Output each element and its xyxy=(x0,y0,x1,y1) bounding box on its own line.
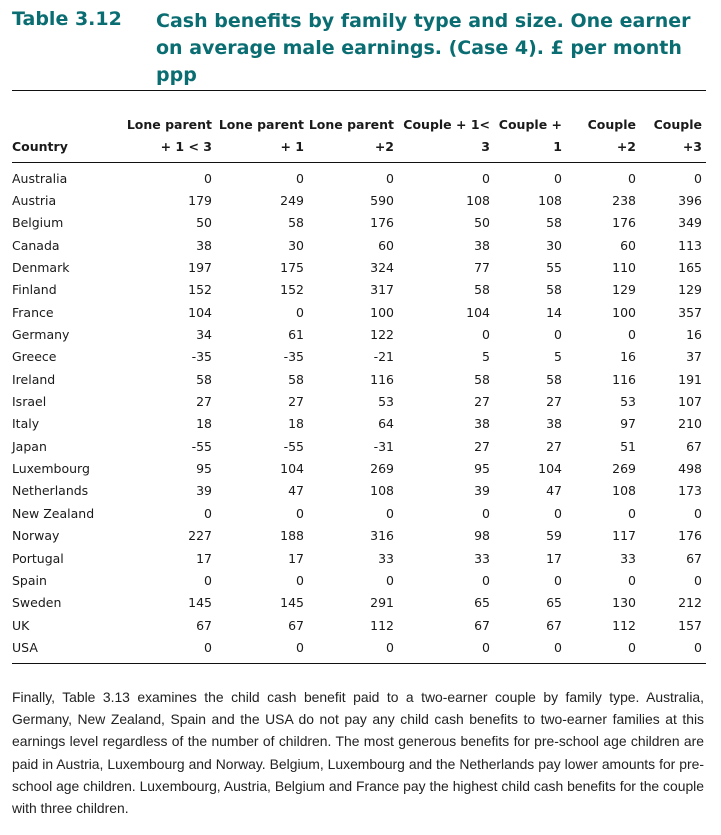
value-cell: 176 xyxy=(370,215,394,231)
value-cell: 249 xyxy=(280,193,304,209)
value-cell: 110 xyxy=(612,260,636,276)
value-cell: 50 xyxy=(196,215,212,231)
value-cell: 129 xyxy=(678,282,702,298)
value-cell: -55 xyxy=(191,438,212,454)
header-row xyxy=(12,91,706,163)
value-cell: 0 xyxy=(628,572,636,588)
value-cell: 51 xyxy=(620,438,636,454)
value-cell: 30 xyxy=(546,237,562,253)
value-cell: 0 xyxy=(204,170,212,186)
value-cell: 0 xyxy=(296,572,304,588)
table-row xyxy=(12,413,706,435)
value-cell: 33 xyxy=(474,550,490,566)
value-cell: 0 xyxy=(296,505,304,521)
value-cell: -35 xyxy=(191,349,212,365)
table-body xyxy=(12,163,706,664)
table-row xyxy=(12,234,706,256)
table-row xyxy=(12,480,706,502)
table-row xyxy=(12,256,706,278)
value-cell: 165 xyxy=(678,260,702,276)
value-cell: 104 xyxy=(188,304,212,320)
table-row xyxy=(12,435,706,457)
value-cell: 104 xyxy=(538,461,562,477)
country-cell: New Zealand xyxy=(12,505,95,521)
table-row xyxy=(12,301,706,323)
value-cell: 38 xyxy=(196,237,212,253)
value-cell: 0 xyxy=(482,505,490,521)
value-cell: 27 xyxy=(474,394,490,410)
value-cell: 30 xyxy=(288,237,304,253)
value-cell: 27 xyxy=(474,438,490,454)
value-cell: 0 xyxy=(482,327,490,343)
column-header: Lone parent + 1 < 3 xyxy=(124,91,216,163)
value-cell: 27 xyxy=(196,394,212,410)
value-cell: 396 xyxy=(678,193,702,209)
table-row xyxy=(12,346,706,368)
value-cell: 108 xyxy=(370,483,394,499)
column-header: Couple + 1< 3 xyxy=(398,91,494,163)
value-cell: 108 xyxy=(538,193,562,209)
value-cell: 67 xyxy=(196,617,212,633)
value-cell: 47 xyxy=(288,483,304,499)
table-row xyxy=(12,636,706,663)
column-header: Couple +3 xyxy=(640,91,706,163)
value-cell: 0 xyxy=(386,505,394,521)
value-cell: 97 xyxy=(620,416,636,432)
value-cell: 0 xyxy=(694,170,702,186)
value-cell: 18 xyxy=(288,416,304,432)
table-row xyxy=(12,163,706,190)
value-cell: 33 xyxy=(378,550,394,566)
value-cell: 100 xyxy=(612,304,636,320)
value-cell: 269 xyxy=(370,461,394,477)
value-cell: 104 xyxy=(466,304,490,320)
value-cell: 60 xyxy=(378,237,394,253)
value-cell: 0 xyxy=(554,170,562,186)
country-cell: Japan xyxy=(12,438,47,454)
value-cell: 0 xyxy=(386,170,394,186)
country-cell: Israel xyxy=(12,394,47,410)
data-table xyxy=(12,90,706,664)
country-cell: Luxembourg xyxy=(12,461,90,477)
value-cell: 34 xyxy=(196,327,212,343)
table-row xyxy=(12,614,706,636)
value-cell: 0 xyxy=(554,505,562,521)
value-cell: 0 xyxy=(296,170,304,186)
value-cell: 0 xyxy=(386,572,394,588)
table-row xyxy=(12,368,706,390)
value-cell: 53 xyxy=(620,394,636,410)
value-cell: 0 xyxy=(554,639,562,655)
country-cell: Canada xyxy=(12,237,60,253)
value-cell: 37 xyxy=(686,349,702,365)
value-cell: 145 xyxy=(280,595,304,611)
table-row xyxy=(12,592,706,614)
value-cell: 152 xyxy=(280,282,304,298)
value-cell: 0 xyxy=(296,304,304,320)
value-cell: 16 xyxy=(686,327,702,343)
table-number: Table 3.12 xyxy=(12,8,122,30)
country-cell: Belgium xyxy=(12,215,64,231)
country-cell: Portugal xyxy=(12,550,64,566)
value-cell: 152 xyxy=(188,282,212,298)
value-cell: 0 xyxy=(694,639,702,655)
country-cell: Italy xyxy=(12,416,40,432)
country-cell: France xyxy=(12,304,54,320)
country-cell: Denmark xyxy=(12,260,70,276)
country-cell: USA xyxy=(12,639,38,655)
value-cell: 95 xyxy=(196,461,212,477)
value-cell: 197 xyxy=(188,260,212,276)
table-row xyxy=(12,279,706,301)
value-cell: 227 xyxy=(188,528,212,544)
value-cell: 590 xyxy=(370,193,394,209)
value-cell: 104 xyxy=(280,461,304,477)
value-cell: 145 xyxy=(188,595,212,611)
country-cell: Norway xyxy=(12,528,60,544)
column-header: Couple +2 xyxy=(566,91,640,163)
value-cell: 61 xyxy=(288,327,304,343)
table-row xyxy=(12,390,706,412)
value-cell: 116 xyxy=(370,371,394,387)
value-cell: 67 xyxy=(546,617,562,633)
value-cell: 58 xyxy=(546,215,562,231)
country-cell: UK xyxy=(12,617,30,633)
value-cell: 17 xyxy=(546,550,562,566)
value-cell: 0 xyxy=(204,639,212,655)
value-cell: 108 xyxy=(466,193,490,209)
column-header: Lone parent +2 xyxy=(308,91,398,163)
value-cell: 14 xyxy=(546,304,562,320)
table-row xyxy=(12,323,706,345)
value-cell: 212 xyxy=(678,595,702,611)
value-cell: 17 xyxy=(196,550,212,566)
value-cell: 0 xyxy=(554,572,562,588)
value-cell: 5 xyxy=(554,349,562,365)
table-row xyxy=(12,189,706,211)
value-cell: 58 xyxy=(546,282,562,298)
table-row xyxy=(12,457,706,479)
value-cell: 0 xyxy=(694,572,702,588)
value-cell: 0 xyxy=(554,327,562,343)
value-cell: 0 xyxy=(204,505,212,521)
body-paragraph: Finally, Table 3.13 examines the child cash benefit paid to a two-earner couple by family type. Australia, Germany, New Zealand, Spain and the USA do not pay any child cash benefits to two-earner families at this earnings level regardless of the number of children. The most generous benefits for pre-school age children are paid in Austria, Luxembourg and Norway. Belgium, Luxembourg and the Netherlands pay lower amounts for pre-school age children. Luxembourg, Austria, Belgium and France pay the highest child cash benefits for the couple with three children. xyxy=(12,689,704,817)
value-cell: 58 xyxy=(546,371,562,387)
country-cell: Netherlands xyxy=(12,483,89,499)
value-cell: 60 xyxy=(620,237,636,253)
value-cell: 67 xyxy=(474,617,490,633)
value-cell: 33 xyxy=(620,550,636,566)
value-cell: 176 xyxy=(678,528,702,544)
value-cell: 108 xyxy=(612,483,636,499)
value-cell: 50 xyxy=(474,215,490,231)
country-cell: Ireland xyxy=(12,371,56,387)
value-cell: 53 xyxy=(378,394,394,410)
value-cell: 17 xyxy=(288,550,304,566)
country-cell: Sweden xyxy=(12,595,62,611)
country-cell: Finland xyxy=(12,282,57,298)
value-cell: 116 xyxy=(612,371,636,387)
country-cell: Austria xyxy=(12,193,57,209)
value-cell: 100 xyxy=(370,304,394,320)
value-cell: 349 xyxy=(678,215,702,231)
value-cell: 65 xyxy=(546,595,562,611)
value-cell: 0 xyxy=(628,505,636,521)
value-cell: 5 xyxy=(482,349,490,365)
value-cell: 59 xyxy=(546,528,562,544)
value-cell: 324 xyxy=(370,260,394,276)
value-cell: 0 xyxy=(628,639,636,655)
value-cell: 58 xyxy=(196,371,212,387)
value-cell: 58 xyxy=(288,215,304,231)
value-cell: 95 xyxy=(474,461,490,477)
value-cell: 173 xyxy=(678,483,702,499)
country-cell: Spain xyxy=(12,572,47,588)
value-cell: 130 xyxy=(612,595,636,611)
table-row xyxy=(12,547,706,569)
value-cell: -21 xyxy=(373,349,394,365)
value-cell: 112 xyxy=(612,617,636,633)
value-cell: 179 xyxy=(188,193,212,209)
value-cell: -31 xyxy=(373,438,394,454)
value-cell: 113 xyxy=(678,237,702,253)
column-header: Couple + 1 xyxy=(494,91,566,163)
value-cell: 291 xyxy=(370,595,394,611)
value-cell: -55 xyxy=(283,438,304,454)
value-cell: 107 xyxy=(678,394,702,410)
value-cell: 316 xyxy=(370,528,394,544)
value-cell: 67 xyxy=(686,438,702,454)
value-cell: 0 xyxy=(204,572,212,588)
country-cell: Greece xyxy=(12,349,57,365)
value-cell: 210 xyxy=(678,416,702,432)
value-cell: 58 xyxy=(288,371,304,387)
table-row xyxy=(12,525,706,547)
value-cell: 129 xyxy=(612,282,636,298)
value-cell: 176 xyxy=(612,215,636,231)
value-cell: 47 xyxy=(546,483,562,499)
column-header: Country xyxy=(12,91,124,163)
value-cell: 0 xyxy=(386,639,394,655)
value-cell: 64 xyxy=(378,416,394,432)
value-cell: 317 xyxy=(370,282,394,298)
value-cell: 0 xyxy=(482,572,490,588)
value-cell: 0 xyxy=(296,639,304,655)
table-row xyxy=(12,212,706,234)
value-cell: 39 xyxy=(196,483,212,499)
value-cell: 157 xyxy=(678,617,702,633)
value-cell: 0 xyxy=(482,639,490,655)
value-cell: 0 xyxy=(628,327,636,343)
value-cell: 38 xyxy=(546,416,562,432)
value-cell: 0 xyxy=(628,170,636,186)
value-cell: 98 xyxy=(474,528,490,544)
country-cell: Australia xyxy=(12,170,68,186)
value-cell: 67 xyxy=(288,617,304,633)
value-cell: -35 xyxy=(283,349,304,365)
value-cell: 357 xyxy=(678,304,702,320)
country-cell: Germany xyxy=(12,327,70,343)
value-cell: 39 xyxy=(474,483,490,499)
value-cell: 175 xyxy=(280,260,304,276)
value-cell: 498 xyxy=(678,461,702,477)
value-cell: 238 xyxy=(612,193,636,209)
table-title: Cash benefits by family type and size. One earner on average male earnings. (Case 4). £ per month ppp xyxy=(156,10,691,86)
value-cell: 27 xyxy=(546,438,562,454)
value-cell: 0 xyxy=(482,170,490,186)
value-cell: 112 xyxy=(370,617,394,633)
value-cell: 65 xyxy=(474,595,490,611)
table-row xyxy=(12,502,706,524)
value-cell: 122 xyxy=(370,327,394,343)
value-cell: 117 xyxy=(612,528,636,544)
value-cell: 0 xyxy=(694,505,702,521)
value-cell: 269 xyxy=(612,461,636,477)
value-cell: 27 xyxy=(546,394,562,410)
value-cell: 18 xyxy=(196,416,212,432)
value-cell: 16 xyxy=(620,349,636,365)
value-cell: 188 xyxy=(280,528,304,544)
table-row xyxy=(12,569,706,591)
column-header: Lone parent + 1 xyxy=(216,91,308,163)
value-cell: 27 xyxy=(288,394,304,410)
value-cell: 58 xyxy=(474,371,490,387)
value-cell: 38 xyxy=(474,237,490,253)
value-cell: 58 xyxy=(474,282,490,298)
value-cell: 191 xyxy=(678,371,702,387)
value-cell: 55 xyxy=(546,260,562,276)
value-cell: 77 xyxy=(474,260,490,276)
value-cell: 38 xyxy=(474,416,490,432)
value-cell: 67 xyxy=(686,550,702,566)
